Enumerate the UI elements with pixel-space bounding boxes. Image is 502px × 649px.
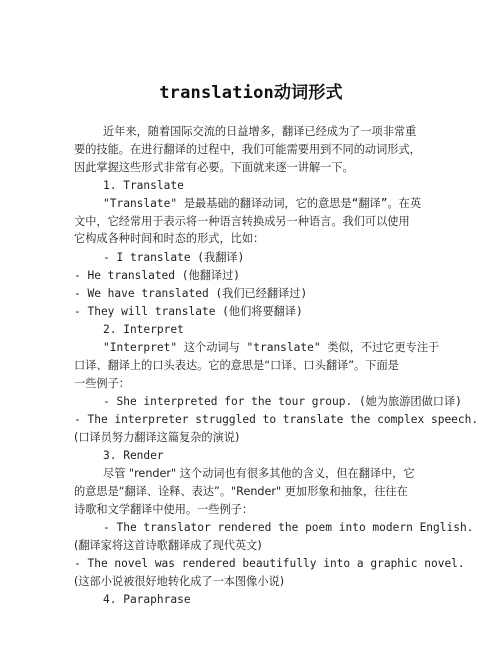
paragraph-line: 它构成各种时间和时态的形式，比如： [74, 232, 265, 245]
example-line: - They will translate (他们将要翻译) [74, 305, 303, 318]
paragraph-line: 文中，它经常用于表示将一种语言转换成另一种语言。我们可以使用 [74, 215, 410, 228]
paragraph-line: 因此掌握这些形式非常有必要。下面就来逐一讲解一下。 [74, 161, 354, 174]
page-title: translation动词形式 [159, 83, 343, 103]
example-line: - He translated (他翻译过) [74, 269, 240, 282]
example-translation: (口译员努力翻译这篇复杂的演说) [74, 431, 240, 444]
paragraph-line: 要的技能。在进行翻译的过程中，我们可能需要用到不同的动词形式， [74, 143, 421, 156]
paragraph-line: 尽管 "render" 这个动词也有很多其他的含义，但在翻译中，它 [103, 467, 415, 480]
section-heading: 4. Paraphrase [103, 593, 191, 606]
example-line: - The interpreter struggled to translate the complex speech. [74, 413, 479, 426]
example-line: - We have translated (我们已经翻译过) [74, 287, 308, 300]
paragraph-line: 口译、翻译上的口头表达。它的意思是“口译、口头翻译”。下面是 [74, 359, 399, 372]
paragraph-line: "Interpret" 这个动词与 "translate" 类似，不过它更专注于 [103, 341, 440, 354]
paragraph-line: 近年来，随着国际交流的日益增多，翻译已经成为了一项非常重 [103, 125, 417, 138]
example-translation: (这部小说被很好地转化成了一本图像小说) [74, 575, 285, 588]
example-translation: (翻译家将这首诗歌翻译成了现代英文) [74, 539, 262, 552]
example-line: - The translator rendered the poem into modern English. [103, 521, 474, 534]
example-line: - The novel was rendered beautifully into a graphic novel. [74, 557, 465, 570]
paragraph-line: 诗歌和文学翻译中使用。一些例子： [74, 503, 254, 516]
paragraph-line: 的意思是“翻译、诠释、表达”。"Render" 更加形象和抽象，往往在 [74, 485, 408, 498]
example-line: - She interpreted for the tour group. (她为旅游团做口译) [103, 395, 462, 408]
paragraph-line: 一些例子： [74, 377, 130, 390]
section-heading: 2. Interpret [103, 323, 184, 336]
section-heading: 3. Render [103, 449, 164, 462]
section-heading: 1. Translate [103, 179, 184, 192]
paragraph-line: "Translate" 是最基础的翻译动词，它的意思是“翻译”。在英 [103, 197, 422, 210]
example-line: - I translate (我翻译) [103, 251, 245, 264]
